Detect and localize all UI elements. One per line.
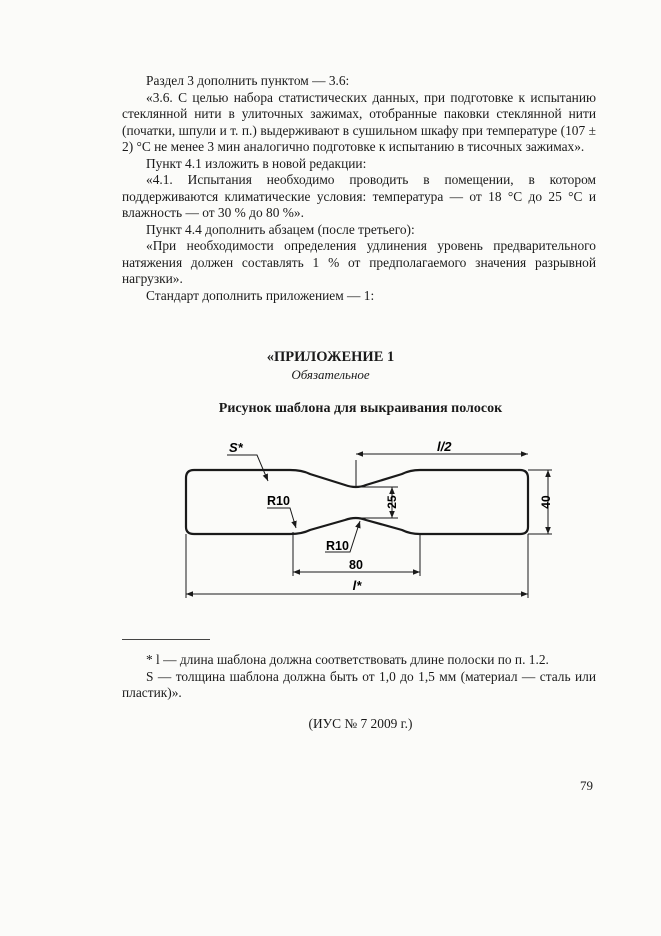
paragraph-clause-3-6: «3.6. С целью набора статистических данных, при подготовке к испытанию стеклянной нити в улиточных зажимах, отобранные паковки стеклянной нити (початки, шпули и т. п.) выдерживают в сушильном шкафу при температуре (107 ± 2) °С не менее 3 мин аналогично подготовке к испытанию в тисочных зажимах».	[122, 89, 596, 154]
footnote-thickness: S — толщина шаблона должна быть от 1,0 до 1,5 мм (материал — сталь или пластик)».	[122, 668, 596, 700]
ius-reference: (ИУС № 7 2009 г.)	[308, 716, 413, 731]
paragraph-item-4-4: Пункт 4.4 дополнить абзацем (после третьего):	[146, 221, 415, 237]
radius-label-top: R10	[267, 494, 290, 508]
paragraph-item-4-1: Пункт 4.1 изложить в новой редакции:	[146, 155, 367, 171]
appendix-title: «ПРИЛОЖЕНИЕ 1	[266, 349, 395, 365]
footnotes	[122, 652, 596, 702]
page-number: 79	[580, 778, 593, 793]
paragraph-add-appendix: Стандарт дополнить приложением — 1:	[146, 287, 375, 303]
neck-width-label: 25	[385, 495, 399, 509]
template-drawing	[170, 430, 570, 610]
thickness-label: S*	[229, 440, 243, 455]
paragraph-clause-4-1: «4.1. Испытания необходимо проводить в помещении, в котором поддерживаются климатические условия: температура — от 18 °С до 25 °С и влажность — от 30 % до 80 %».	[122, 172, 596, 220]
figure-caption: Рисунок шаблона для выкраивания полосок	[218, 401, 503, 416]
width-label: 40	[539, 495, 553, 509]
footnote-length: * l — длина шаблона должна соответствовать длине полоски по п. 1.2.	[146, 652, 549, 667]
body-text	[122, 73, 596, 304]
paragraph-pretension: «При необходимости определения удлинения уровень предварительного натяжения должен составлять 1 % от предполагаемого значения разрывной нагрузки».	[122, 238, 596, 286]
footnote-separator	[122, 639, 210, 640]
appendix-subtitle: Обязательное	[291, 367, 370, 382]
total-length-label: l*	[352, 578, 362, 593]
radius-label-bottom: R10	[326, 539, 349, 553]
neck-length-label: 80	[349, 558, 363, 572]
paragraph-section3: Раздел 3 дополнить пунктом — 3.6:	[146, 73, 350, 88]
template-outline	[186, 470, 528, 534]
half-length-label: l/2	[437, 439, 452, 454]
